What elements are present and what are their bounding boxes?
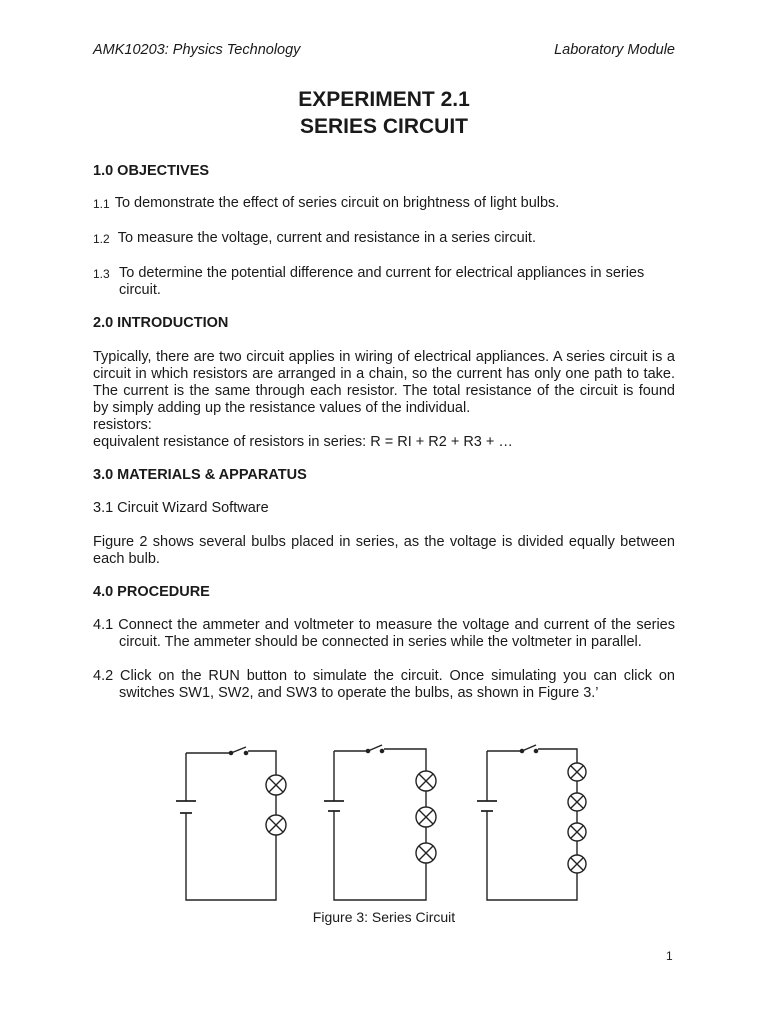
bulb-icon — [568, 823, 586, 841]
bulb-icon — [266, 775, 286, 795]
bulb-icon — [568, 793, 586, 811]
objective-number: 1.2 — [93, 232, 110, 246]
experiment-number: EXPERIMENT 2.1 — [298, 88, 470, 111]
procedure-step: 4.2 Click on the RUN button to simulate the circuit. Once simulating you can click on switches SW1, SW2, and SW3 to operate the bulbs, as shown in Figure 3.’ — [93, 668, 675, 701]
course-title: AMK10203: Physics Technology — [93, 42, 301, 58]
objective-text: To demonstrate the effect of series circuit on brightness of light bulbs. — [114, 195, 560, 211]
procedure-heading: 4.0 PROCEDURE — [93, 584, 210, 600]
bulb-icon — [568, 855, 586, 873]
bulb-icon — [416, 771, 436, 791]
experiment-title — [0, 86, 768, 140]
objective-number: 1.3 — [93, 267, 110, 281]
bulb-icon — [266, 815, 286, 835]
objective-item — [93, 230, 675, 248]
bulb-icon — [416, 807, 436, 827]
page-number: 1 — [666, 949, 673, 963]
materials-item: 3.1 Circuit Wizard Software — [93, 500, 269, 516]
materials-heading: 3.0 MATERIALS & APPARATUS — [93, 467, 307, 483]
objectives-heading: 1.0 OBJECTIVES — [93, 163, 210, 179]
objective-text: To determine the potential difference and current for electrical appliances in series circuit. — [119, 265, 645, 298]
document-body — [93, 163, 675, 702]
objective-number: 1.1 — [93, 197, 110, 211]
objective-text: To measure the voltage, current and resistance in a series circuit. — [117, 230, 536, 246]
circuit-two-bulbs — [176, 747, 286, 900]
introduction-paragraph: Typically, there are two circuit applies in wiring of electrical appliances. A series circuit is a circuit in which resistors are arranged in a chain, so the current has only one path to take. The current is the same through each resistor. The total resistance of the circuit is found by simply adding up the resistance values of the individual. — [93, 349, 675, 416]
circuit-three-bulbs — [324, 745, 436, 900]
introduction-heading: 2.0 INTRODUCTION — [93, 315, 229, 331]
objective-item — [93, 265, 675, 299]
bulb-icon — [416, 843, 436, 863]
bulb-icon — [568, 763, 586, 781]
introduction-line: resistors: — [93, 417, 152, 433]
circuit-four-bulbs — [477, 745, 586, 900]
resistance-formula: equivalent resistance of resistors in series: R = RI + R2 + R3 + … — [93, 434, 513, 450]
series-circuit-figure — [176, 743, 598, 908]
module-label: Laboratory Module — [554, 42, 675, 58]
experiment-name: SERIES CIRCUIT — [299, 115, 469, 138]
objective-item — [93, 195, 675, 213]
figure-caption: Figure 3: Series Circuit — [312, 909, 456, 925]
procedure-step: 4.1 Connect the ammeter and voltmeter to measure the voltage and current of the series circuit. The ammeter should be connected in series while the voltmeter in parallel. — [93, 617, 675, 650]
materials-paragraph: Figure 2 shows several bulbs placed in series, as the voltage is divided equally between each bulb. — [93, 534, 675, 567]
